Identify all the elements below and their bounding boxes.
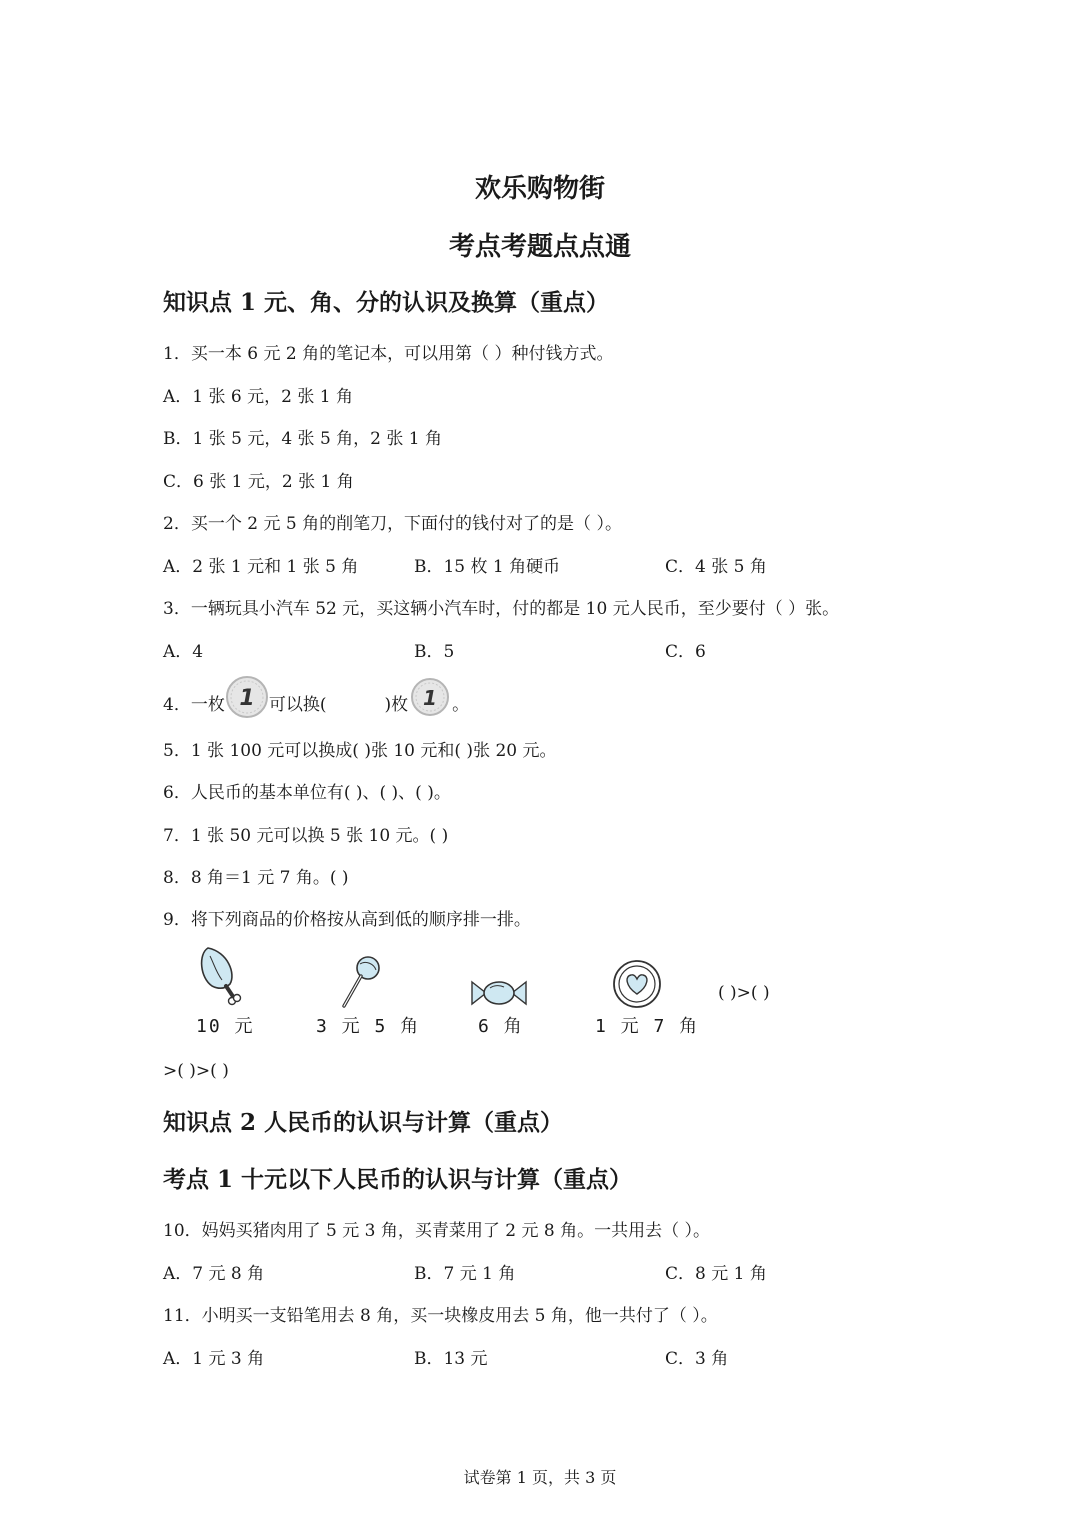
question-11: 11．小明买一支铅笔用去 8 角，买一块橡皮用去 5 角，他一共付了（ ）。 bbox=[163, 1306, 718, 1326]
coin-label: 1 bbox=[423, 686, 438, 710]
coin-label: 1 bbox=[239, 686, 255, 711]
q11-option-b: B．13 元 bbox=[414, 1349, 488, 1369]
page-title: 欢乐购物街 bbox=[474, 174, 605, 204]
candy-icon bbox=[470, 976, 528, 1014]
q4-text-1: 4．一枚 bbox=[163, 695, 225, 715]
question-1: 1．买一本 6 元 2 角的笔记本，可以用第（ ）种付钱方式。 bbox=[163, 344, 614, 364]
q4-text-4: 。 bbox=[452, 695, 470, 715]
q10-option-c: C．8 元 1 角 bbox=[665, 1264, 767, 1284]
section-heading-1: 知识点 1 元、角、分的认识及换算（重点） bbox=[163, 289, 610, 316]
q10-option-b: B．7 元 1 角 bbox=[414, 1264, 516, 1284]
drumstick-icon bbox=[196, 944, 246, 1012]
q3-option-b: B．5 bbox=[414, 642, 455, 662]
q2-option-c: C．4 张 5 角 bbox=[665, 557, 767, 577]
section-heading-3: 考点 1 十元以下人民币的认识与计算（重点） bbox=[163, 1166, 633, 1193]
question-5: 5．1 张 100 元可以换成( )张 10 元和( )张 20 元。 bbox=[163, 741, 557, 761]
page-footer: 试卷第 1 页，共 3 页 bbox=[463, 1468, 617, 1487]
q1-option-c: C．6 张 1 元，2 张 1 角 bbox=[163, 472, 354, 492]
cookie-icon bbox=[611, 958, 663, 1014]
q4-text-2: 可以换( bbox=[268, 695, 327, 715]
q9-answer-line-1: ( )>( ) bbox=[718, 983, 770, 1003]
question-7: 7．1 张 50 元可以换 5 张 10 元。( ) bbox=[163, 826, 449, 846]
q4-text-3: )枚 bbox=[384, 695, 409, 715]
one-yuan-coin-icon bbox=[225, 675, 269, 736]
section-heading-2: 知识点 2 人民币的认识与计算（重点） bbox=[163, 1109, 564, 1136]
item-price-1: 10 元 bbox=[196, 1016, 255, 1037]
q9-answer-line-2: >( )>( ) bbox=[163, 1061, 229, 1081]
item-price-2: 3 元 5 角 bbox=[316, 1016, 421, 1037]
question-2: 2．买一个 2 元 5 角的削笔刀，下面付的钱付对了的是（ ）。 bbox=[163, 514, 622, 534]
q1-option-b: B．1 张 5 元，4 张 5 角，2 张 1 角 bbox=[163, 429, 443, 449]
page-subtitle: 考点考题点点通 bbox=[448, 232, 631, 262]
item-price-4: 1 元 7 角 bbox=[595, 1016, 700, 1037]
item-price-3: 6 角 bbox=[478, 1016, 524, 1037]
question-10: 10．妈妈买猪肉用了 5 元 3 角，买青菜用了 2 元 8 角。一共用去（ ）。 bbox=[163, 1221, 711, 1241]
question-8: 8．8 角＝1 元 7 角。( ) bbox=[163, 868, 349, 888]
q2-option-a: A．2 张 1 元和 1 张 5 角 bbox=[163, 557, 359, 577]
q3-option-a: A．4 bbox=[163, 642, 204, 662]
question-6: 6．人民币的基本单位有( )、( )、( )。 bbox=[163, 783, 451, 803]
q11-option-a: A．1 元 3 角 bbox=[163, 1349, 265, 1369]
q2-option-b: B．15 枚 1 角硬币 bbox=[414, 557, 561, 577]
question-9: 9．将下列商品的价格按从高到低的顺序排一排。 bbox=[163, 910, 531, 930]
one-jiao-coin-icon bbox=[408, 675, 452, 736]
q1-option-a: A．1 张 6 元，2 张 1 角 bbox=[163, 387, 353, 407]
question-4 bbox=[163, 675, 469, 736]
q11-option-c: C．3 角 bbox=[665, 1349, 729, 1369]
question-3: 3．一辆玩具小汽车 52 元，买这辆小汽车时，付的都是 10 元人民币，至少要付（ ）张。 bbox=[163, 599, 840, 619]
lollipop-icon bbox=[340, 954, 384, 1014]
q3-option-c: C．6 bbox=[665, 642, 706, 662]
q10-option-a: A．7 元 8 角 bbox=[163, 1264, 265, 1284]
